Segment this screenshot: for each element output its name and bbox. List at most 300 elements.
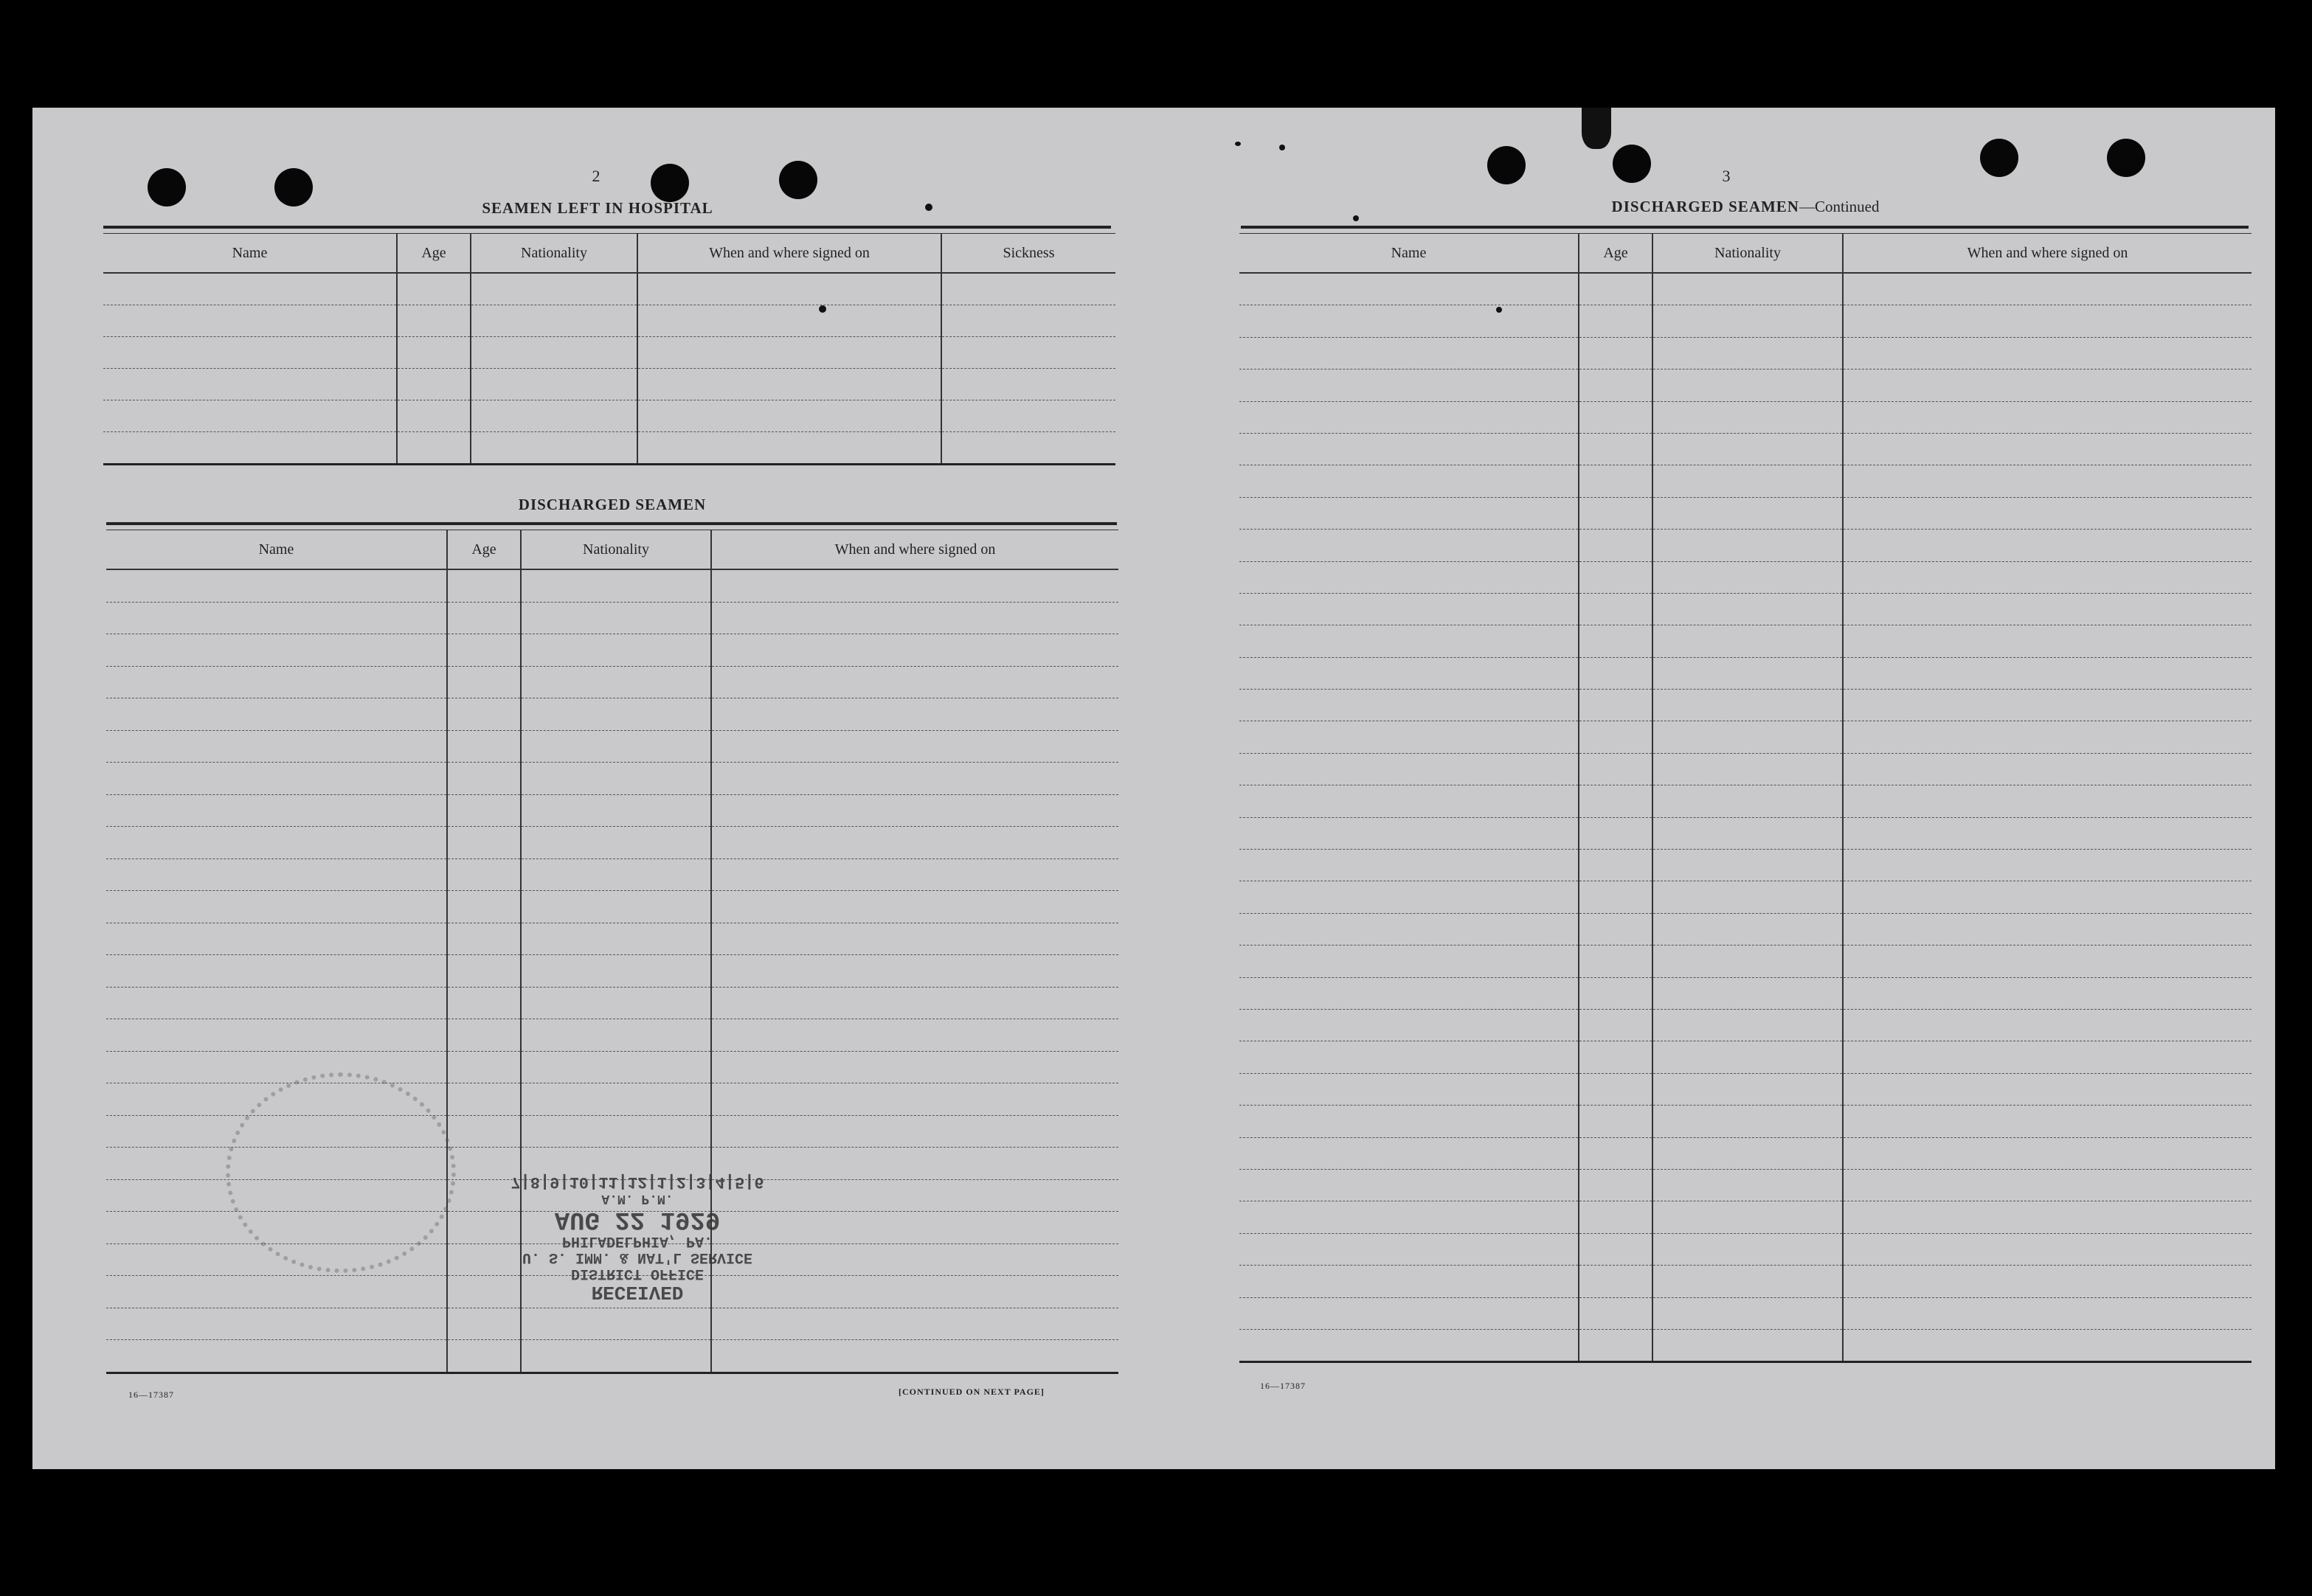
punch-hole xyxy=(1980,139,2018,177)
table-cell xyxy=(106,955,447,988)
table-row xyxy=(1239,1137,2252,1169)
punch-hole xyxy=(274,168,313,207)
table-cell xyxy=(1843,817,2252,849)
table-cell xyxy=(1652,1009,1843,1041)
continued-top-rule xyxy=(1241,226,2249,229)
table-cell xyxy=(1652,433,1843,465)
table-cell xyxy=(711,827,1118,859)
table-cell xyxy=(1843,1041,2252,1073)
column-header-when-and-where-signed-on: When and where signed on xyxy=(637,234,941,274)
table-cell xyxy=(106,1340,447,1373)
table-cell xyxy=(1579,337,1652,369)
hospital-table xyxy=(103,233,1115,465)
table-cell xyxy=(521,987,711,1019)
table-cell xyxy=(1843,305,2252,337)
table-cell xyxy=(1579,401,1652,433)
table-cell xyxy=(1579,1233,1652,1265)
column-header-name: Name xyxy=(1239,234,1579,274)
table-cell xyxy=(1652,625,1843,657)
table-cell xyxy=(106,634,447,667)
table-row xyxy=(103,369,1115,400)
table-row xyxy=(106,634,1118,667)
table-cell xyxy=(1579,433,1652,465)
table-cell xyxy=(1239,785,1579,817)
table-cell xyxy=(1239,625,1579,657)
table-cell xyxy=(1652,497,1843,529)
table-row xyxy=(106,698,1118,731)
table-cell xyxy=(1579,1266,1652,1297)
table-row xyxy=(103,305,1115,337)
table-cell xyxy=(711,858,1118,891)
table-cell xyxy=(1843,625,2252,657)
table-row xyxy=(106,1019,1118,1052)
table-cell xyxy=(1843,561,2252,593)
table-cell xyxy=(1579,1201,1652,1233)
punch-hole xyxy=(779,161,817,199)
table-cell xyxy=(1652,657,1843,689)
table-row xyxy=(1239,561,2252,593)
table-cell xyxy=(1652,850,1843,881)
column-header-age: Age xyxy=(1579,234,1652,274)
table-row xyxy=(103,337,1115,369)
table-cell xyxy=(1652,593,1843,625)
table-cell xyxy=(1843,337,2252,369)
table-cell xyxy=(1239,850,1579,881)
table-cell xyxy=(711,891,1118,923)
table-cell xyxy=(1579,1329,1652,1361)
table-cell xyxy=(1843,913,2252,945)
table-row xyxy=(1239,369,2252,401)
table-cell xyxy=(106,858,447,891)
table-cell xyxy=(521,955,711,988)
table-cell xyxy=(1652,369,1843,401)
table-row xyxy=(106,1340,1118,1373)
table-cell xyxy=(1843,1266,2252,1297)
table-cell xyxy=(941,273,1115,305)
table-cell xyxy=(1239,657,1579,689)
table-row xyxy=(1239,1233,2252,1265)
table-cell xyxy=(637,305,941,337)
column-header-name: Name xyxy=(103,234,397,274)
table-cell xyxy=(1843,593,2252,625)
table-cell xyxy=(106,763,447,795)
received-stamp xyxy=(497,1118,778,1302)
table-cell xyxy=(1239,401,1579,433)
table-cell xyxy=(106,569,447,602)
table-cell xyxy=(1843,753,2252,785)
table-cell xyxy=(1579,1297,1652,1329)
table-cell xyxy=(1652,946,1843,977)
table-cell xyxy=(1652,273,1843,305)
column-header-age: Age xyxy=(397,234,471,274)
table-cell xyxy=(521,634,711,667)
table-cell xyxy=(1652,530,1843,561)
punch-hole xyxy=(2107,139,2145,177)
table-cell xyxy=(1652,305,1843,337)
table-cell xyxy=(1652,1329,1843,1361)
table-row xyxy=(106,666,1118,698)
table-cell xyxy=(941,337,1115,369)
table-cell xyxy=(1239,337,1579,369)
table-cell xyxy=(711,1051,1118,1083)
table-row xyxy=(106,730,1118,763)
table-cell xyxy=(447,730,521,763)
table-cell xyxy=(637,400,941,432)
table-cell xyxy=(1843,977,2252,1009)
table-cell xyxy=(1843,657,2252,689)
table-row xyxy=(1239,977,2252,1009)
scan-speck xyxy=(925,204,932,211)
table-cell xyxy=(1579,1073,1652,1105)
table-cell xyxy=(447,955,521,988)
table-cell xyxy=(447,1051,521,1083)
table-cell xyxy=(1579,850,1652,881)
page-number-right: 3 xyxy=(1722,167,1731,185)
discharged-continued-table xyxy=(1239,233,2252,1363)
table-cell xyxy=(521,698,711,731)
table-cell xyxy=(447,987,521,1019)
table-row xyxy=(1239,1169,2252,1201)
table-row xyxy=(103,400,1115,432)
table-cell xyxy=(447,1019,521,1052)
table-cell xyxy=(521,858,711,891)
table-cell xyxy=(1239,273,1579,305)
scan-speck xyxy=(1235,142,1241,146)
table-cell xyxy=(103,305,397,337)
column-header-nationality: Nationality xyxy=(1652,234,1843,274)
table-cell xyxy=(447,602,521,634)
table-cell xyxy=(1579,753,1652,785)
table-cell xyxy=(1843,530,2252,561)
table-cell xyxy=(106,1276,447,1308)
stamp-line: AUG 22 1929 xyxy=(554,1205,721,1234)
table-cell xyxy=(1652,1201,1843,1233)
table-cell xyxy=(521,730,711,763)
table-cell xyxy=(447,698,521,731)
discharged-continued-title-main: DISCHARGED SEAMEN xyxy=(1611,198,1799,215)
table-cell xyxy=(1579,1041,1652,1073)
table-cell xyxy=(1579,369,1652,401)
table-cell xyxy=(1579,977,1652,1009)
table-cell xyxy=(941,305,1115,337)
table-cell xyxy=(1652,913,1843,945)
table-cell xyxy=(397,337,471,369)
table-cell xyxy=(1652,337,1843,369)
table-cell xyxy=(1239,561,1579,593)
table-row xyxy=(1239,1009,2252,1041)
faded-seal-stamp xyxy=(226,1072,456,1273)
table-cell xyxy=(1239,1041,1579,1073)
table-cell xyxy=(447,891,521,923)
table-cell xyxy=(521,569,711,602)
table-cell xyxy=(1843,1009,2252,1041)
stamp-line: DISTRICT OFFICE xyxy=(570,1265,705,1283)
table-cell xyxy=(521,1019,711,1052)
table-cell xyxy=(397,369,471,400)
table-cell xyxy=(1843,465,2252,497)
table-cell xyxy=(521,923,711,955)
table-row xyxy=(1239,593,2252,625)
table-cell xyxy=(711,794,1118,827)
table-cell xyxy=(103,432,397,465)
table-cell xyxy=(1843,1233,2252,1265)
table-cell xyxy=(106,891,447,923)
table-cell xyxy=(521,1051,711,1083)
table-cell xyxy=(711,955,1118,988)
table-cell xyxy=(397,432,471,465)
table-cell xyxy=(1843,946,2252,977)
table-cell xyxy=(1239,946,1579,977)
table-cell xyxy=(447,666,521,698)
table-cell xyxy=(397,400,471,432)
form-number-left: 16—17387 xyxy=(128,1389,174,1400)
table-row xyxy=(106,923,1118,955)
table-cell xyxy=(103,400,397,432)
table-cell xyxy=(1843,433,2252,465)
table-cell xyxy=(1652,817,1843,849)
table-cell xyxy=(1579,913,1652,945)
table-cell xyxy=(1652,465,1843,497)
table-cell xyxy=(1843,1106,2252,1137)
table-cell xyxy=(447,794,521,827)
table-cell xyxy=(1652,1297,1843,1329)
table-row xyxy=(1239,850,2252,881)
table-cell xyxy=(1843,785,2252,817)
table-cell xyxy=(447,1340,521,1373)
table-cell xyxy=(1239,1266,1579,1297)
table-cell xyxy=(1239,721,1579,753)
table-cell xyxy=(1843,1329,2252,1361)
table-cell xyxy=(1843,497,2252,529)
table-row xyxy=(106,827,1118,859)
table-row xyxy=(1239,1041,2252,1073)
table-row xyxy=(1239,1297,2252,1329)
table-row xyxy=(1239,657,2252,689)
table-cell xyxy=(1579,1106,1652,1137)
table-cell xyxy=(1843,401,2252,433)
table-cell xyxy=(521,1083,711,1116)
table-row xyxy=(1239,337,2252,369)
column-header-sickness: Sickness xyxy=(941,234,1115,274)
table-row xyxy=(1239,785,2252,817)
table-row xyxy=(1239,465,2252,497)
table-cell xyxy=(1239,1297,1579,1329)
table-cell xyxy=(1843,273,2252,305)
table-cell xyxy=(711,634,1118,667)
table-row xyxy=(106,602,1118,634)
table-cell xyxy=(1652,1041,1843,1073)
table-cell xyxy=(106,698,447,731)
scanned-document xyxy=(32,108,2275,1469)
table-cell xyxy=(1652,1073,1843,1105)
table-cell xyxy=(521,1340,711,1373)
table-cell xyxy=(1239,977,1579,1009)
table-cell xyxy=(1239,433,1579,465)
table-row xyxy=(106,955,1118,988)
table-cell xyxy=(1652,753,1843,785)
table-cell xyxy=(1239,1329,1579,1361)
table-cell xyxy=(1239,1201,1579,1233)
table-cell xyxy=(447,634,521,667)
scan-speck xyxy=(1582,108,1611,149)
table-cell xyxy=(521,891,711,923)
table-cell xyxy=(521,827,711,859)
table-cell xyxy=(447,763,521,795)
table-cell xyxy=(1843,850,2252,881)
table-row xyxy=(1239,530,2252,561)
table-row xyxy=(1239,433,2252,465)
table-row xyxy=(106,569,1118,602)
continued-note: [CONTINUED ON NEXT PAGE] xyxy=(899,1387,1045,1397)
table-row xyxy=(1239,1073,2252,1105)
table-cell xyxy=(1239,690,1579,721)
table-cell xyxy=(711,763,1118,795)
table-cell xyxy=(106,666,447,698)
table-cell xyxy=(941,369,1115,400)
table-cell xyxy=(1579,530,1652,561)
table-cell xyxy=(1579,817,1652,849)
table-row xyxy=(1239,497,2252,529)
table-cell xyxy=(106,1308,447,1340)
table-cell xyxy=(1579,465,1652,497)
table-cell xyxy=(1579,625,1652,657)
table-cell xyxy=(471,305,637,337)
table-cell xyxy=(1239,881,1579,913)
table-cell xyxy=(106,730,447,763)
punch-hole xyxy=(651,164,689,202)
table-cell xyxy=(103,273,397,305)
table-cell xyxy=(1843,1201,2252,1233)
table-cell xyxy=(1652,1137,1843,1169)
table-cell xyxy=(447,1083,521,1116)
table-cell xyxy=(1843,690,2252,721)
table-cell xyxy=(711,602,1118,634)
table-cell xyxy=(447,923,521,955)
stamp-line: RECEIVED xyxy=(591,1281,684,1303)
table-cell xyxy=(1652,721,1843,753)
table-cell xyxy=(1652,401,1843,433)
table-cell xyxy=(1843,1169,2252,1201)
table-cell xyxy=(103,369,397,400)
table-cell xyxy=(103,337,397,369)
table-cell xyxy=(471,400,637,432)
discharged-continued-title xyxy=(1612,198,1880,216)
column-header-name: Name xyxy=(106,530,447,570)
table-cell xyxy=(1843,1137,2252,1169)
table-cell xyxy=(637,369,941,400)
table-cell xyxy=(1239,753,1579,785)
table-cell xyxy=(711,987,1118,1019)
table-cell xyxy=(1652,690,1843,721)
punch-hole xyxy=(1487,146,1526,184)
table-row xyxy=(1239,946,2252,977)
table-row xyxy=(1239,625,2252,657)
table-cell xyxy=(1652,561,1843,593)
table-cell xyxy=(1239,369,1579,401)
column-header-when-and-where-signed-on: When and where signed on xyxy=(711,530,1118,570)
table-row xyxy=(1239,913,2252,945)
table-cell xyxy=(1239,305,1579,337)
table-cell xyxy=(1239,1233,1579,1265)
table-cell xyxy=(1579,657,1652,689)
table-cell xyxy=(521,794,711,827)
table-cell xyxy=(1239,465,1579,497)
table-row xyxy=(1239,1266,2252,1297)
table-row xyxy=(1239,1106,2252,1137)
table-cell xyxy=(471,369,637,400)
table-row xyxy=(106,1051,1118,1083)
table-cell xyxy=(1843,1297,2252,1329)
table-row xyxy=(1239,1329,2252,1361)
table-cell xyxy=(521,666,711,698)
table-cell xyxy=(1579,721,1652,753)
table-row xyxy=(106,858,1118,891)
table-cell xyxy=(711,1083,1118,1116)
table-row xyxy=(1239,817,2252,849)
table-cell xyxy=(1579,561,1652,593)
table-row xyxy=(1239,753,2252,785)
table-cell xyxy=(1239,593,1579,625)
table-cell xyxy=(1579,273,1652,305)
table-cell xyxy=(1843,369,2252,401)
table-cell xyxy=(637,432,941,465)
table-cell xyxy=(1652,1106,1843,1137)
table-cell xyxy=(1239,1169,1579,1201)
table-cell xyxy=(711,666,1118,698)
table-cell xyxy=(711,698,1118,731)
table-cell xyxy=(106,602,447,634)
table-cell xyxy=(1579,593,1652,625)
table-cell xyxy=(397,273,471,305)
table-row xyxy=(103,432,1115,465)
column-header-nationality: Nationality xyxy=(471,234,637,274)
table-cell xyxy=(1579,785,1652,817)
punch-hole xyxy=(1613,145,1651,183)
table-cell xyxy=(1579,881,1652,913)
table-cell xyxy=(1579,1169,1652,1201)
table-cell xyxy=(447,1308,521,1340)
table-cell xyxy=(1239,1137,1579,1169)
table-row xyxy=(106,987,1118,1019)
table-cell xyxy=(1652,1169,1843,1201)
table-cell xyxy=(106,987,447,1019)
table-cell xyxy=(1579,690,1652,721)
scan-speck xyxy=(1279,145,1285,150)
table-cell xyxy=(711,1019,1118,1052)
table-cell xyxy=(447,827,521,859)
table-row xyxy=(106,891,1118,923)
table-cell xyxy=(1843,721,2252,753)
stamp-line: PHILADELPHIA, PA. xyxy=(561,1232,713,1250)
table-row xyxy=(103,273,1115,305)
table-cell xyxy=(106,794,447,827)
table-row xyxy=(1239,305,2252,337)
table-row xyxy=(1239,273,2252,305)
table-row xyxy=(106,763,1118,795)
table-cell xyxy=(106,1051,447,1083)
discharged-section-title: DISCHARGED SEAMEN xyxy=(518,496,707,513)
table-cell xyxy=(447,569,521,602)
hospital-top-rule xyxy=(103,226,1111,229)
table-row xyxy=(1239,721,2252,753)
table-cell xyxy=(471,432,637,465)
table-cell xyxy=(711,730,1118,763)
table-cell xyxy=(1652,785,1843,817)
table-cell xyxy=(711,1340,1118,1373)
table-cell xyxy=(397,305,471,337)
table-cell xyxy=(471,273,637,305)
column-header-when-and-where-signed-on: When and where signed on xyxy=(1843,234,2252,274)
